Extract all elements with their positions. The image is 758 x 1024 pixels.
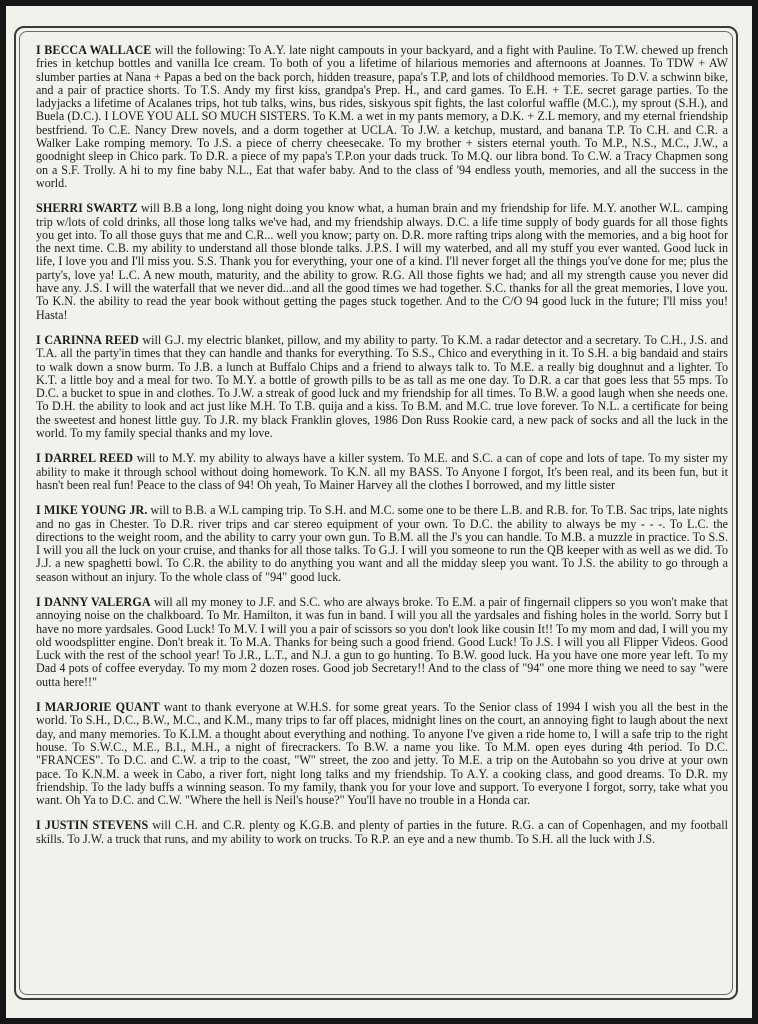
will-author-name: I DANNY VALERGA	[36, 594, 151, 609]
will-text: will C.H. and C.R. plenty og K.G.B. and plenty of parties in the future. R.G. a can of Copenhagen, and my football skills. To J.W. a truck that runs, and my ability to work on trucks. To R.P. an eye and a new thumb. To S.H. all the luck with J.S.	[36, 818, 728, 846]
will-author-name: I BECCA WALLACE	[36, 43, 152, 57]
senior-wills-text	[36, 44, 728, 858]
will-author-name: I DARREL REED	[36, 451, 134, 466]
will-text: will all my money to J.F. and S.C. who are always broke. To E.M. a pair of fingernail clippers so you won't make that annoying noise on the chalkboard. To Mr. Hamilton, it was fun in band. I will you all the yardsales and fishing holes in the world. Sorry but I have no more yardsales. Good Luck! To M.V. I will you a pair of scissors so you don't look like cousin It!! To my mom and dad, I will you my old woodsplitter engine. Don't break it. To M.A. Thanks for being such a good friend. Good Luck! To J.S. I will you all Flipper Videos. Good Luck with the rest of the school year! To J.R., L.T., and N.J. a gun to go hunting. To B.W. good luck. Ha you have one more year left. To my Dad 4 pots of coffee everyday. To my mom 2 dozen roses. Good job Secretary!! And to the class of "94" one more thing we need to say "were outta here!!"	[36, 594, 729, 689]
will-text: will to M.Y. my ability to always have a killer system. To M.E. and S.C. a can of cope and lots of tape. To my sister my ability to make it through school without doing homework. To K.N. all my BASS. To Anyone I forgot, It's been real, and its been fun, but it hasn't been real fun! Peace to the class of 94! Oh yeah, To Mainer Harvey all the clothes I borrowed, and my little sister	[36, 451, 728, 492]
will-entry-darrel-reed	[36, 452, 728, 492]
will-author-name: I MARJORIE QUANT	[36, 700, 160, 715]
will-author-name: I CARINNA REED	[36, 332, 139, 347]
will-entry-justin-stevens	[36, 819, 728, 846]
will-text: want to thank everyone at W.H.S. for some great years. To the Senior class of 1994 I wish you all the best in the world. To S.H., D.C., B.W., M.C., and K.M., many trips to far off places, midnight lines on the court, an annoying fight to laugh about the next day, and many memories. To K.I.M. a thought about everything and nothing. To anyone I've given a ride home to, I will a safe trip to the right house. To S.W.C., M.E., B.I., M.H., a night of firecrackers. To B.W. a name you like. To M.M. open eyes during 4th period. To D.C. "FRANCES". To D.C. and C.W. a trip to the coast, "W" street, the zoo and jetty. To M.E. a trip on the Autobahn so you drive at your own pace. To K.N.M. a week in Cabo, a river fort, night long talks and my friendship. To A.Y. a cooking class, and good dreams. To D.R. my friendship. To the lady buffs a winning season. To my family, thank you for your love and support. To everyone I forgot, sorry, take what you want. Oh Ya to D.C. and C.W. "Where the hell is Neil's house?" You'll have no trouble in a Honda car.	[36, 700, 728, 808]
will-text: will to B.B. a W.L camping trip. To S.H. and M.C. some one to be there L.B. and R.B. for. To T.B. Sac trips, late nights and no gas in Chester. To D.R. river trips and car stereo equipment of your own. To D.C. the ability to always be my - - -. To L.C. the directions to the weight room, and the ability to carry your own gun. To B.M. all the J's you can handle. To M.B. a muzzle in practice. To S.S. I will you all the luck on your cruise, and thanks for all those talks. To G.J. I will you someone to run the QB keeper with as well as we did. To J.J. a new spaghetti bowl. To C.R. the ability to do anything you want and all the midday sleep you want. To J.S. the ability to go through a season without an injury. To the whole class of "94" good luck.	[36, 503, 728, 584]
will-entry-carinna-reed	[36, 334, 728, 440]
will-entry-marjorie-quant	[36, 701, 728, 807]
will-text: will the following: To A.Y. late night campouts in your backyard, and a fight with Pauline. To T.W. chewed up french fries in ketchup bottles and vanilla Ice cream. To both of you a lifetime of hilarious memories and afternoons at Joannes. To TDW + AW slumber parties at Nana + Papas a bed on the back porch, hidden treasure, papa's T.P, and lots of childhood memories. To D.V. a schwinn bike, and a pair of practice shorts. To T.S. Andy my first kiss, grandpa's Prep. H., and card games. To E.H. + T.E. secret garage parties. To the ladyjacks a lifetime of Acalanes trips, hot tub talks, wins, bus rides, siskyous spit fights, the last colorful waffle (M.C.), my sprout (S.H.), and Buela (D.C.). I LOVE YOU ALL SO MUCH SISTERS. To K.M. a wet in my pants memory, a D.K. + Z.L memory, and my eternal friendship bestfriend. To C.E. Nancy Drew novels, and a dorm together at UCLA. To J.W. a ketchup, mustard, and banana T.P. To C.H. and C.R. a Walker Lake romping memory. To J.S. a piece of cherry cheesecake. To my brother + sisters eternal youth. To M.P., N.S., M.C., J.W., a goodnight sleep in Chico park. To D.R. a piece of my papa's T.P.on your dads truck. To M.Q. our libra bond. To C.W. a Tracy Chapmen song on a S.F. Trolly. A hi to my fine baby N.L., Eat that wafer baby. And to the class of '94 endless youth, memories, and all the success in the world.	[36, 43, 728, 190]
will-author-name: I MIKE YOUNG JR.	[36, 503, 148, 518]
will-entry-becca-wallace	[36, 44, 728, 190]
will-author-name: I JUSTIN STEVENS	[36, 818, 149, 833]
will-entry-mike-young-jr	[36, 504, 728, 584]
will-author-name: SHERRI SWARTZ	[36, 201, 138, 216]
will-text: will G.J. my electric blanket, pillow, and my ability to party. To K.M. a radar detector and a secretary. To C.H., J.S. and T.A. all the party'in times that they can handle and thanks for everything. To S.S., Chico and everything in it. To S.H. a big bandaid and stairs to walk down a snow burm. To J.B. a lunch at Buffalo Chips and a friend to always talk to. To M.E. a really big doughnut and a lighter. To K.T. a little boy and a meal for two. To M.Y. a bottle of growth pills to be as tall as me one day. To D.R. a car that goes less that 55 mps. To D.C. a bucket to spue in and clothes. To J.W. a streak of good luck and my friendship for all times. To B.W. a good laugh when she needs one. To D.H. the ability to look and act just like M.H. To T.B. quija and a kiss. To B.M. and M.C. true love forever. To N.L. a certificate for being the sweetest and honest little guy. To J.R. my black Franklin gloves, 1986 Don Russ Rookie card, a new pack of socks and all the luck in the world. To my family special thanks and my love.	[36, 332, 728, 441]
will-text: will B.B a long, long night doing you know what, a human brain and my friendship for life. M.Y. another W.L. camping trip w/lots of cold drinks, all those long talks we've had, and my friendship always. D.C. a life time supply of body guards for all those fights you get into. To all those guys that me and C.R... well you know; party on. D.R. more rafting trips along with the memories, and a big hoot for the next time. C.B. my ability to understand all those blonde talks. J.P.S. I will my waterbed, and all my stuff you ever wanted. Good luck in life, I love you and I'll miss you. S.S. Thank you for everything, your one of a kind. I'll never forget all the things you've done for me; plus the party's, love ya! L.C. A new mouth, maturity, and the ability to grow. R.G. All those fights we had; and all my strength cause you never did have any. J.S. I will the waterfall that we never did...and all the good times we had together. S.C. thanks for all the great memories, I love you. To K.N. the ability to read the year book without getting the pages stuck together. And to the C/O 94 good luck in the future; I'll miss you! Hasta!	[36, 201, 728, 322]
will-entry-sherri-swartz	[36, 202, 728, 322]
will-entry-danny-valerga	[36, 596, 728, 689]
yearbook-page	[6, 6, 752, 1018]
